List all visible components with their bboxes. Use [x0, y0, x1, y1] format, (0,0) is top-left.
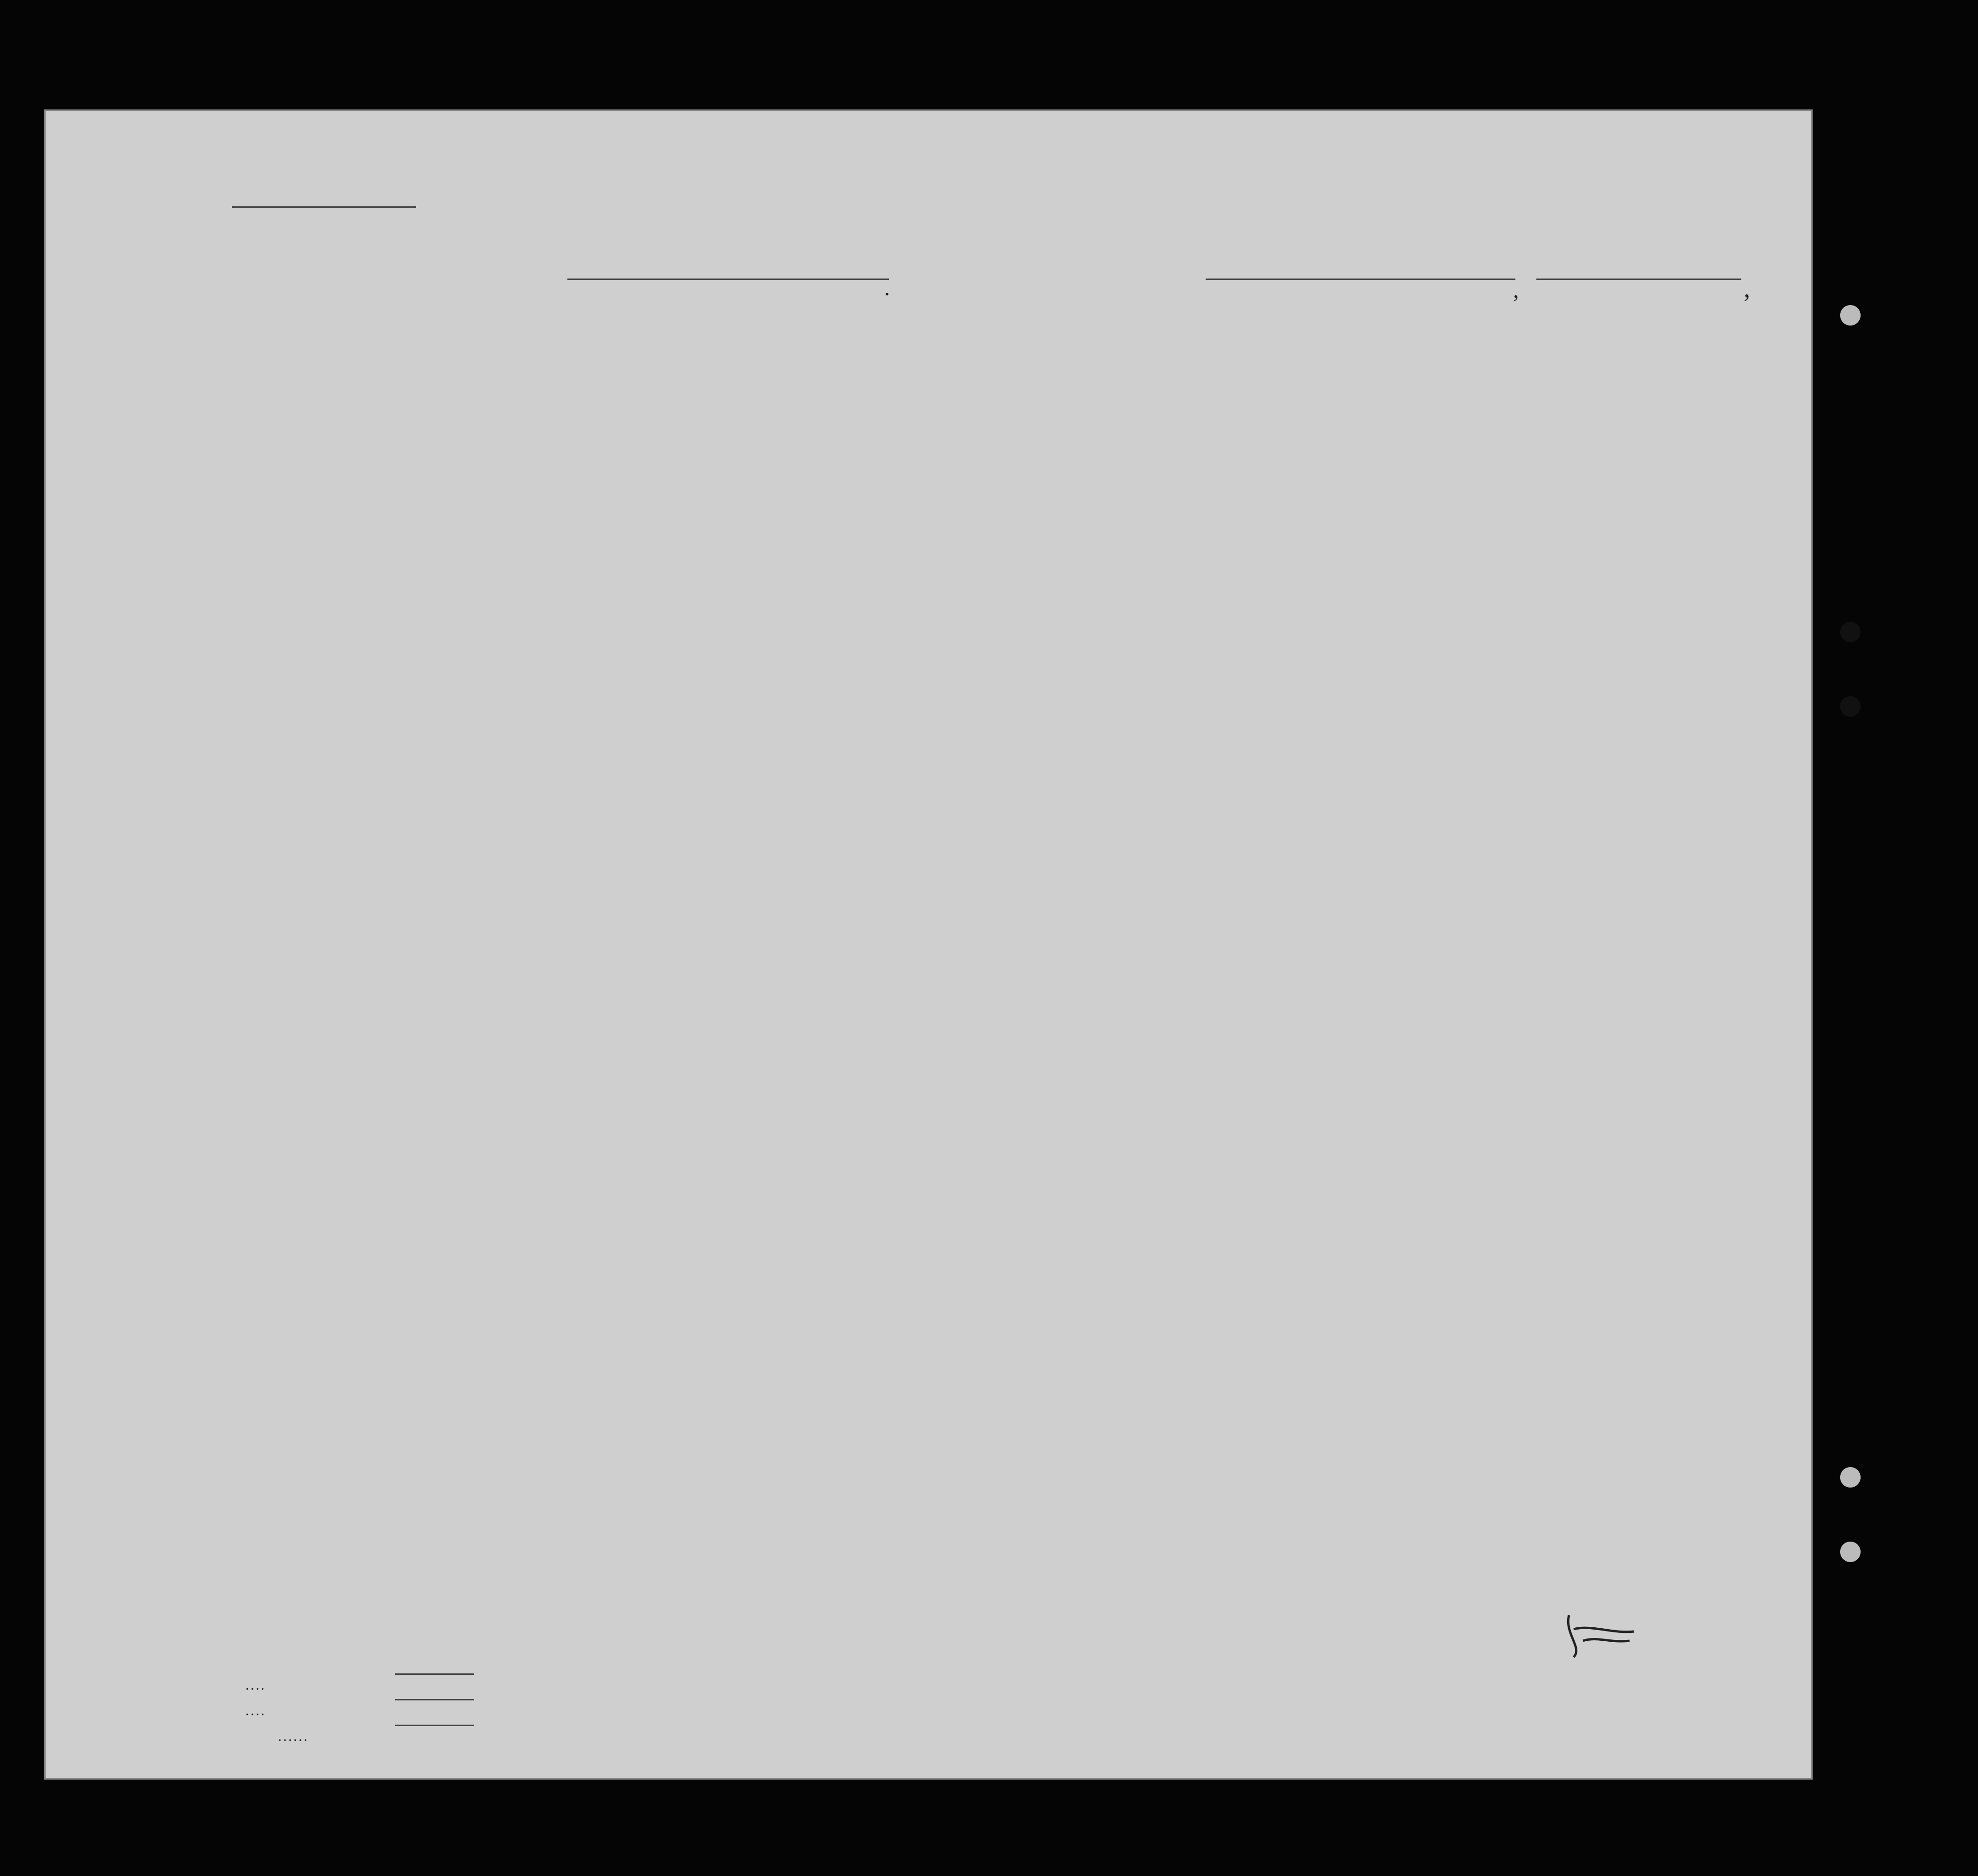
punch-hole [1840, 696, 1861, 717]
departure-port [1206, 279, 1515, 280]
sailing-date [1536, 279, 1741, 280]
us-citizens-value [395, 1699, 474, 1700]
total-passengers-label: . . . . [246, 1680, 264, 1692]
punch-hole [1840, 622, 1861, 642]
purser-signature-scribble [1555, 1606, 1648, 1666]
us-citizens-label: . . . . [246, 1706, 264, 1718]
aliens-label: . . . . . . [279, 1732, 307, 1743]
table-grid [46, 111, 1811, 1778]
total-passengers-value [395, 1673, 474, 1675]
ship-name [567, 279, 889, 280]
list-underline [232, 206, 416, 208]
aliens-value [395, 1725, 474, 1726]
date-comma: , [1744, 274, 1750, 303]
port-comma: , [1513, 277, 1519, 303]
purser-signature [1555, 1606, 1648, 1669]
ship-period: . [884, 274, 890, 300]
punch-hole [1840, 1542, 1861, 1562]
punch-hole [1840, 1467, 1861, 1488]
manifest-sheet [44, 109, 1813, 1780]
punch-hole [1840, 305, 1861, 326]
